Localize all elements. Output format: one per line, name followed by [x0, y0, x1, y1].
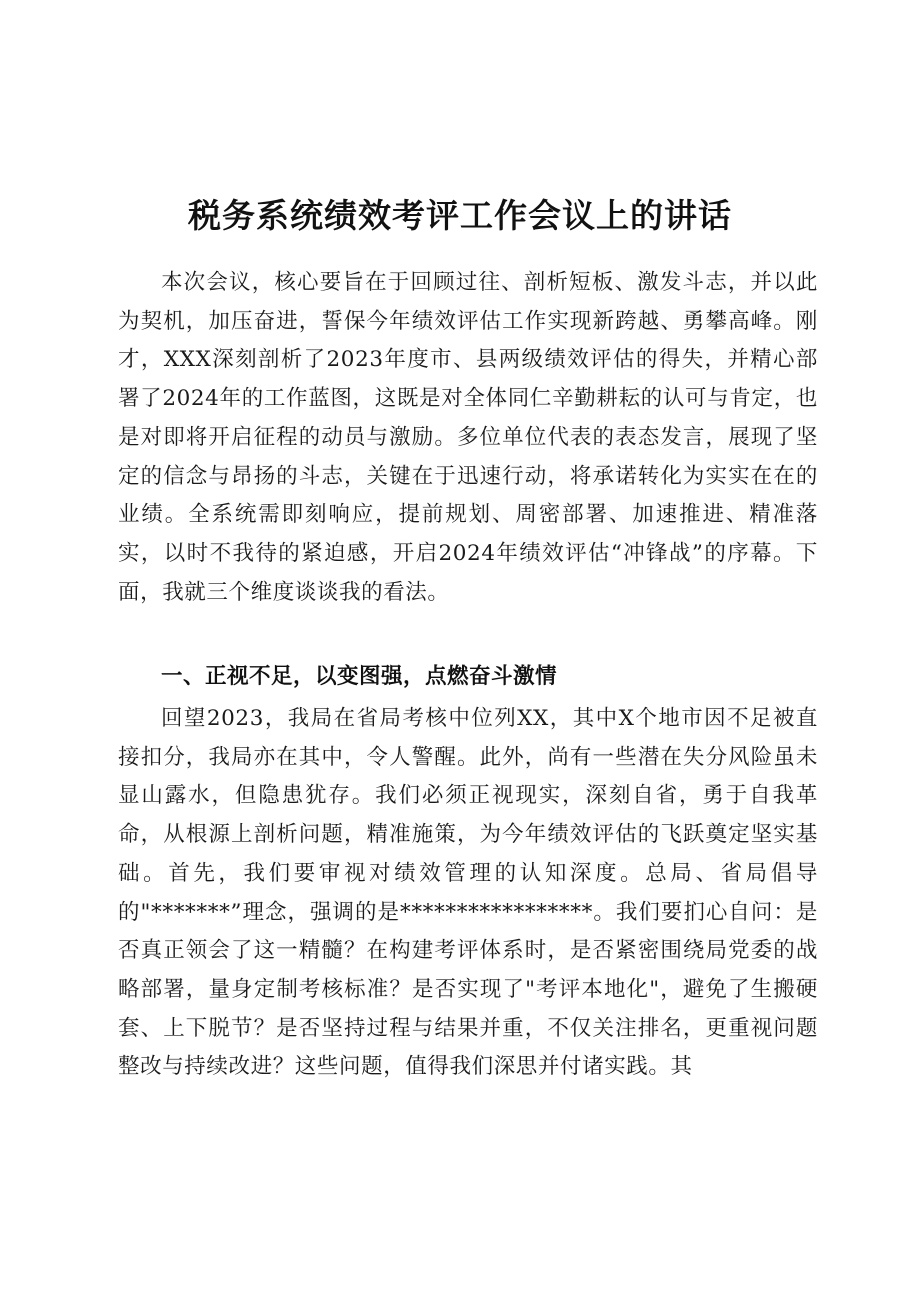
document-title: 税务系统绩效考评工作会议上的讲话 [188, 196, 732, 236]
section-1-paragraph: 回望2023，我局在省局考核中位列XX，其中X个地市因不足被直接扣分，我局亦在其中，令人警醒。此外，尚有一些潜在失分风险虽未显山露水，但隐患犹存。我们必须正视现实，深刻自省，勇于自我革命，从根源上剖析问题，精准施策，为今年绩效评估的飞跃奠定坚实基础。首先，我们要审视对绩效管理的认知深度。总局、省局倡导的"*******”理念，强调的是*****************。我们要扪心自问：是否真正领会了这一精髓？在构建考评体系时，是否紧密围绕局党委的战略部署，量身定制考核标准？是否实现了"考评本地化"，避免了生搬硬套、上下脱节？是否坚持过程与结果并重，不仅关注排名，更重视问题整改与持续改进？这些问题，值得我们深思并付诸实践。其 [118, 706, 818, 1080]
section-heading-1: 一、正视不足，以变图强，点燃奋斗激情 [161, 664, 558, 689]
intro-paragraph: 本次会议，核心要旨在于回顾过往、剖析短板、激发斗志，并以此为契机，加压奋进，誓保今年绩效评估工作实现新跨越、勇攀高峰。刚才，XXX深刻剖析了2023年度市、县两级绩效评估的得失，并精心部署了2024年的工作蓝图，这既是对全体同仁辛勤耕耘的认可与肯定，也是对即将开启征程的动员与激励。多位单位代表的表态发言，展现了坚定的信念与昂扬的斗志，关键在于迅速行动，将承诺转化为实实在在的业绩。全系统需即刻响应，提前规划、周密部署、加速推进、精准落实，以时不我待的紧迫感，开启2024年绩效评估“冲锋战”的序幕。下面，我就三个维度谈谈我的看法。 [118, 270, 818, 605]
